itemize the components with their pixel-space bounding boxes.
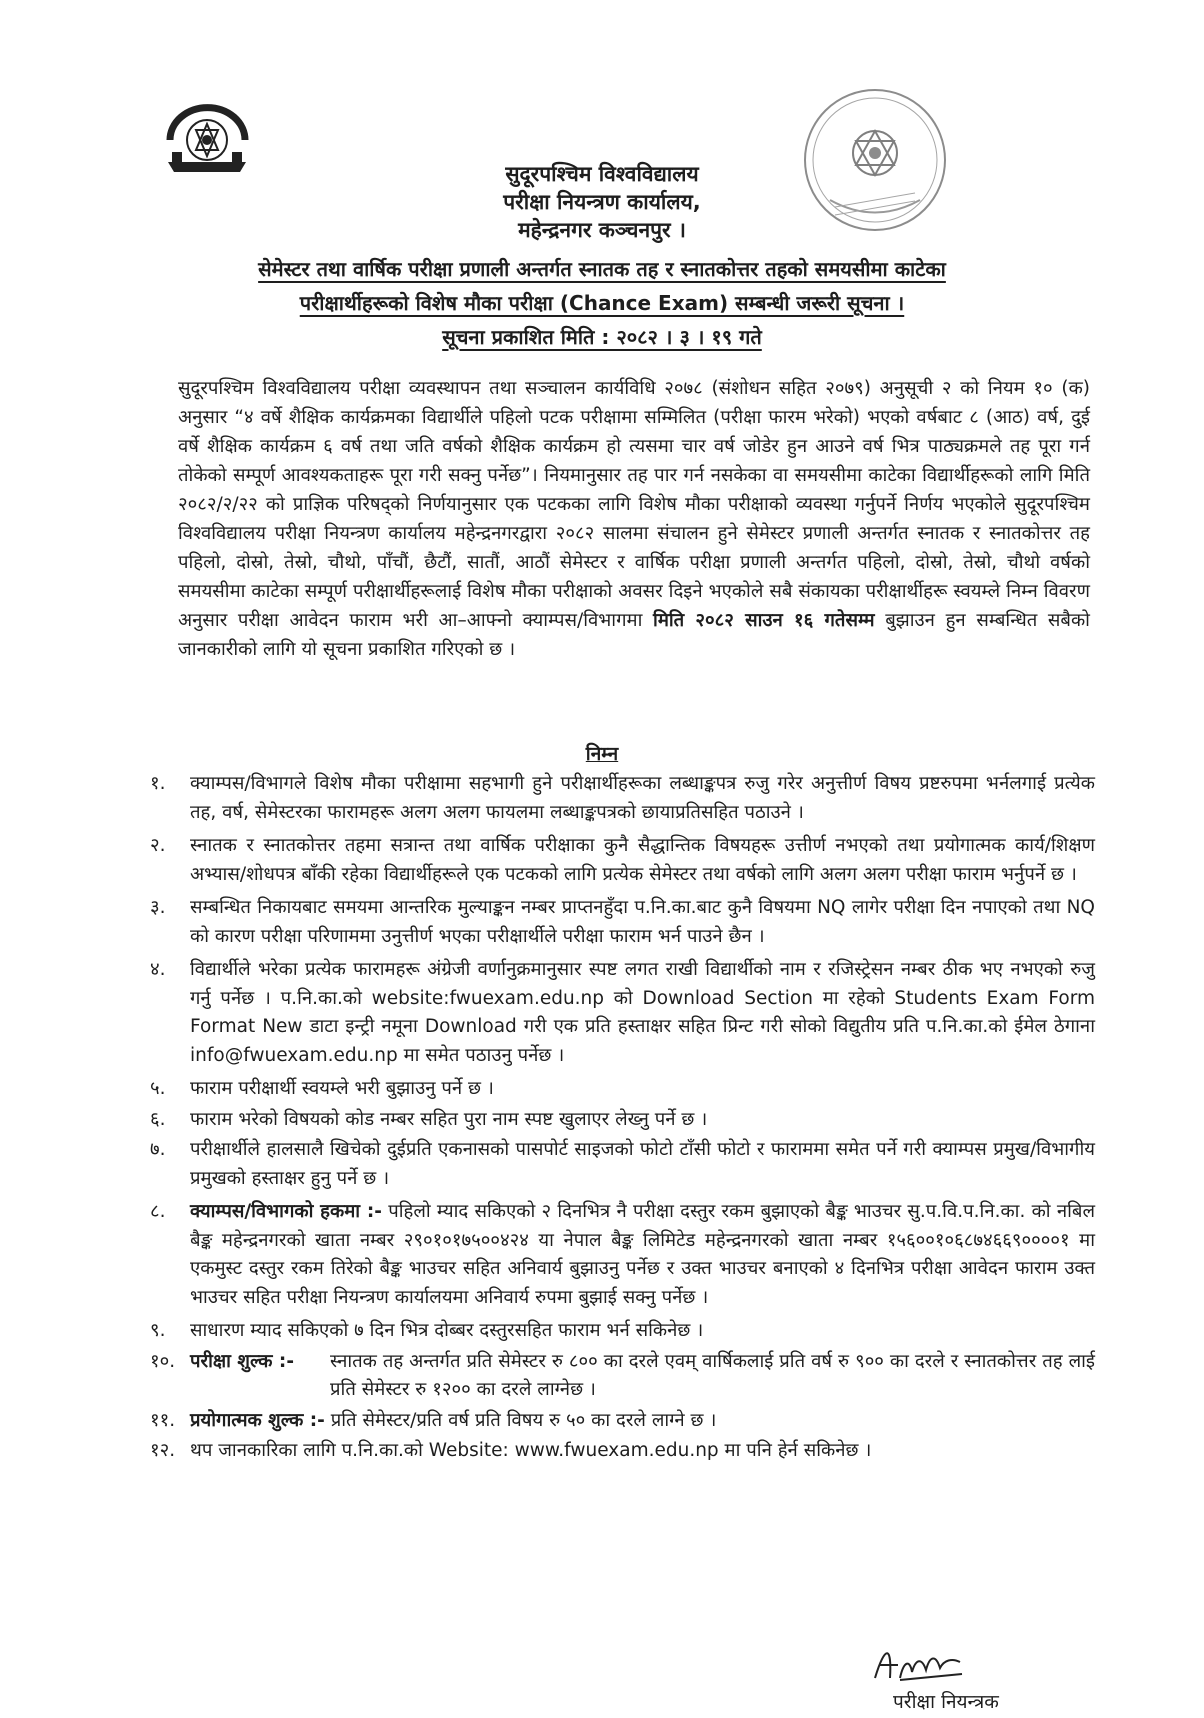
item-text: परीक्षार्थीले हालसालै खिचेको दुईप्रति एकनासको पासपोर्ट साइजको फोटो टाँसी फोटो र फाराममा समेत पर्ने गरी क्याम्पस प्रमुख/विभागीय प्रमुखको हस्ताक्षर हुनु पर्ने छ । bbox=[190, 1139, 1095, 1189]
list-item-exam-fee bbox=[150, 1348, 1095, 1405]
letterhead bbox=[0, 160, 1204, 244]
main-paragraph bbox=[178, 374, 1090, 664]
notice-body bbox=[178, 374, 1090, 664]
item-number: ७. bbox=[150, 1139, 166, 1160]
item-number: ११. bbox=[150, 1409, 176, 1431]
list-item-campus-duty bbox=[150, 1198, 1095, 1312]
instruction-list bbox=[150, 770, 1095, 1468]
item-text: प्रति सेमेस्टर/प्रति वर्ष प्रति विषय रु ५० का दरले लाग्ने छ । bbox=[330, 1409, 717, 1431]
item-number: ५. bbox=[150, 1078, 166, 1099]
section-heading: निम्न bbox=[585, 743, 619, 765]
list-item bbox=[150, 1136, 1095, 1193]
submission-deadline: मिति २०८२ साउन १६ गतेसम्म bbox=[653, 610, 875, 631]
item-text: स्नातक तह अन्तर्गत प्रति सेमेस्टर रु ८०० का दरले एवम् वार्षिकलाई प्रति वर्ष रु ९०० का दरले र स्नातकोत्तर तह लाई प्रति सेमेस्टर रु १२०० का दरले लाग्नेछ । bbox=[330, 1350, 1095, 1400]
paragraph-text: सुदूरपश्चिम विश्वविद्यालय परीक्षा व्यवस्थापन तथा सञ्चालन कार्यविधि २०७८ (संशोधन सहित २०७९) अनुसूची २ को नियम १० (क) अनुसार “४ वर्षे शैक्षिक कार्यक्रमका विद्यार्थीले पहिलो पटक परीक्षामा सम्मिलित (परीक्षा फारम भरेको) भएको वर्षबाट ८ (आठ) वर्ष, दुई वर्षे शैक्षिक कार्यक्रम ६ वर्ष तथा जति वर्षको शैक्षिक कार्यक्रम हो त्यसमा चार वर्ष जोडेर हुन आउने वर्ष भित्र पाठ्यक्रमले तह पूरा गर्न तोकेको सम्पूर्ण आवश्यकताहरू पूरा गरी सक्नु पर्नेछ”। नियमानुसार तह पार गर्न नसकेका वा समयसीमा काटेका विद्यार्थीहरूको लागि मिति २०८२/२/२२ को प्राज्ञिक परिषद्को निर्णयानुसार एक पटकका लागि विशेष मौका परीक्षाको व्यवस्था गर्नुपर्ने निर्णय भएकोले सुदूरपश्चिम विश्वविद्यालय परीक्षा नियन्त्रण कार्यालय महेन्द्रनगरद्वारा २०८२ सालमा संचालन हुने सेमेस्टर प्रणाली अन्तर्गत स्नातक र स्नातकोत्तर तह पहिलो, दोस्रो, तेस्रो, चौथो, पाँचौं, छैटौं, सातौं, आठौं सेमेस्टर र वार्षिक परीक्षा प्रणाली अन्तर्गत पहिलो, दोस्रो, तेस्रो, चौथो वर्षको समयसीमा काटेका सम्पूर्ण परीक्षार्थीहरूलाई विशेष मौका परीक्षाको अवसर दिइने भएकोले सबै संकायका परीक्षार्थीहरू स्वयम्ले निम्न विवरण अनुसार परीक्षा आवेदन फाराम भरी आ–आफ्नो क्याम्पस/विभागमा bbox=[178, 378, 1090, 631]
item-number: १२. bbox=[150, 1440, 176, 1461]
item-number: १०. bbox=[150, 1350, 176, 1372]
item-number: ८. bbox=[150, 1201, 166, 1222]
item-text: फाराम परीक्षार्थी स्वयम्ले भरी बुझाउनु पर्ने छ । bbox=[190, 1078, 494, 1099]
subject-line-1: सेमेस्टर तथा वार्षिक परीक्षा प्रणाली अन्तर्गत स्नातक तह र स्नातकोत्तर तहको समयसीमा काटेका bbox=[258, 257, 946, 281]
list-item-practical-fee bbox=[150, 1407, 1095, 1436]
list-item bbox=[150, 832, 1095, 889]
item-text: साधारण म्याद सकिएको ७ दिन भित्र दोब्बर दस्तुरसहित फाराम भर्न सकिनेछ । bbox=[190, 1320, 704, 1341]
item-text: थप जानकारिका लागि प.नि.का.को Website: www.fwuexam.edu.np मा पनि हेर्न सकिनेछ । bbox=[190, 1440, 872, 1461]
list-item bbox=[150, 770, 1095, 827]
item-text: स्नातक र स्नातकोत्तर तहमा सत्रान्त तथा वार्षिक परीक्षाका कुनै सैद्धान्तिक विषयहरू उत्तीर्ण नभएको तथा प्रयोगात्मक कार्य/शिक्षण अभ्यास/शोधपत्र बाँकी रहेका विद्यार्थीहरूले एक पटकको लागि प्रत्येक सेमेस्टर तथा वर्षको लागि अलग अलग परीक्षा फाराम भर्नुपर्ने छ । bbox=[190, 835, 1095, 885]
notice-subject bbox=[140, 252, 1064, 354]
item-text: विद्यार्थीले भरेका प्रत्येक फारामहरू अंग्रेजी वर्णानुक्रमानुसार स्पष्ट लगत राखी विद्यार्थीको नाम र रजिस्ट्रेसन नम्बर ठीक भए नभएको रुजु गर्नु पर्नेछ । प.नि.का.को website:fwuexam.edu.np को Download Section मा रहेको Students Exam Form Format New डाटा इन्ट्री नमूना Download गरी एक प्रति हस्ताक्षर सहित प्रिन्ट गरी सोको विद्युतीय प्रति प.नि.का.को ईमेल ठेगाना info@fwuexam.edu.np मा समेत पठाउनु पर्नेछ । bbox=[190, 959, 1095, 1066]
list-item bbox=[150, 1106, 1095, 1135]
item-text: पहिलो म्याद सकिएको २ दिनभित्र नै परीक्षा दस्तुर रकम बुझाएको बैङ्क भाउचर सु.प.वि.प.नि.का. को नबिल बैङ्क महेन्द्रनगरको खाता नम्बर २९०१०१७५००४२४ या नेपाल बैङ्क लिमिटेड महेन्द्रनगरको खाता नम्बर १५६००१०६८७४६६९००००१ मा एकमुस्ट दस्तुर रकम तिरेको बैङ्क भाउचर सहित अनिवार्य बुझाउनु पर्नेछ र उक्त भाउचर बनाएको ४ दिनभित्र परीक्षा आवेदन फाराम उक्त भाउचर सहित परीक्षा नियन्त्रण कार्यालयमा अनिवार्य रुपमा बुझाई सक्नु पर्नेछ । bbox=[190, 1201, 1095, 1308]
item-number: ३. bbox=[150, 897, 166, 918]
item-number: ४. bbox=[150, 959, 166, 980]
published-date: सूचना प्रकाशित मिति : २०८२ । ३ । १९ गते bbox=[442, 325, 762, 349]
office-location: महेन्द्रनगर कञ्चनपुर । bbox=[518, 218, 686, 242]
item-text: फाराम भरेको विषयको कोड नम्बर सहित पुरा नाम स्पष्ट खुलाएर लेख्नु पर्ने छ । bbox=[190, 1108, 708, 1130]
item-number: २. bbox=[150, 835, 166, 856]
item-label: क्याम्पस/विभागको हकमा :- bbox=[190, 1201, 382, 1222]
list-item bbox=[150, 894, 1095, 951]
list-item bbox=[150, 1317, 1095, 1346]
paragraph-end: बुझाउन हुन सम्बन्धित सबैको जानकारीको लागि यो सूचना प्रकाशित गरिएको छ । bbox=[178, 610, 1090, 660]
office-name: परीक्षा नियन्त्रण कार्यालय, bbox=[503, 190, 701, 214]
item-label: परीक्षा शुल्क :- bbox=[190, 1350, 295, 1372]
university-name: सुदूरपश्चिम विश्वविद्यालय bbox=[505, 162, 699, 186]
item-number: ६. bbox=[150, 1108, 166, 1130]
list-item bbox=[150, 1437, 1095, 1466]
item-label: प्रयोगात्मक शुल्क :- bbox=[190, 1409, 325, 1431]
item-number: १. bbox=[150, 773, 166, 794]
list-item bbox=[150, 1075, 1095, 1104]
handwritten-signature bbox=[870, 1640, 970, 1685]
item-text: सम्बन्धित निकायबाट समयमा आन्तरिक मुल्याङ्कन नम्बर प्राप्तनहुँदा प.नि.का.बाट कुनै विषयमा NQ लागेर परीक्षा दिन नपाएको तथा NQ को कारण परीक्षा परिणाममा उनुत्तीर्ण भएका परीक्षार्थीले परीक्षा फाराम भर्न पाउने छैन । bbox=[190, 897, 1095, 947]
item-text: क्याम्पस/विभागले विशेष मौका परीक्षामा सहभागी हुने परीक्षार्थीहरूका लब्धाङ्कपत्र रुजु गरेर अनुत्तीर्ण विषय प्रष्टरुपमा भर्नलगाई प्रत्येक तह, वर्ष, सेमेस्टरका फारामहरू अलग अलग फायलमा लब्धाङ्कपत्रको छायाप्रतिसहित पठाउने । bbox=[190, 773, 1095, 823]
item-number: ९. bbox=[150, 1320, 166, 1341]
signatory-title: परीक्षा नियन्त्रक bbox=[893, 1691, 999, 1713]
list-item bbox=[150, 956, 1095, 1070]
subject-line-2: परीक्षार्थीहरूको विशेष मौका परीक्षा (Chance Exam) सम्बन्धी जरूरी सूचना । bbox=[299, 291, 905, 315]
